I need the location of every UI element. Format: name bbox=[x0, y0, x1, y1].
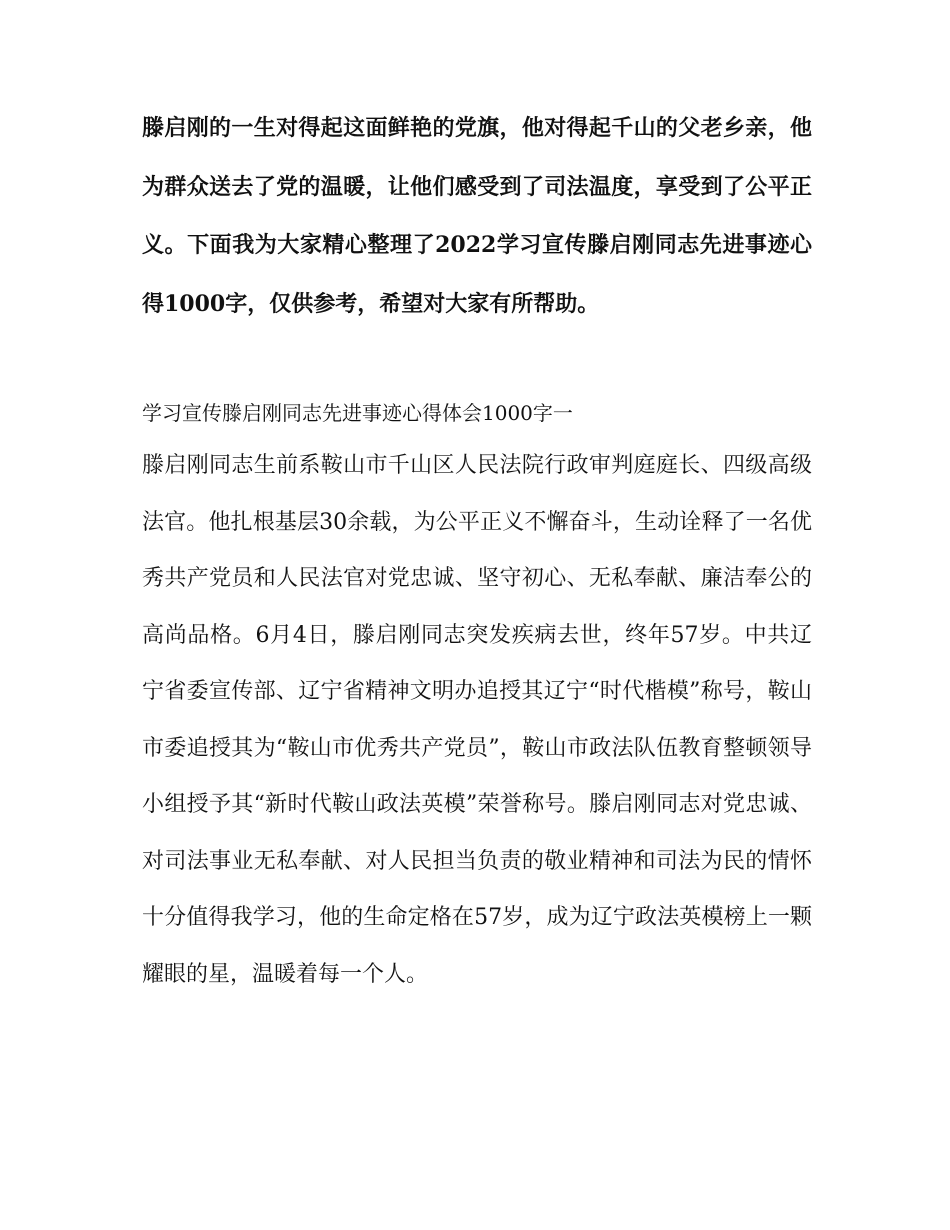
intro-paragraph: 滕启刚的一生对得起这面鲜艳的党旗，他对得起千山的父老乡亲，他为群众送去了党的温暖，让他们感受到了司法温度，享受到了公平正义。下面我为大家精心整理了2022学习宣传滕启刚同志先进事迹心得1000字，仅供参考，希望对大家有所帮助。 bbox=[142, 115, 812, 317]
section-heading: 学习宣传滕启刚同志先进事迹心得体会1000字一 bbox=[142, 401, 573, 425]
body-paragraph: 滕启刚同志生前系鞍山市千山区人民法院行政审判庭庭长、四级高级法官。他扎根基层30余载，为公平正义不懈奋斗，生动诠释了一名优秀共产党员和人民法官对党忠诚、坚守初心、无私奉献、廉洁奉公的高尚品格。6月4日，滕启刚同志突发疾病去世，终年57岁。中共辽宁省委宣传部、辽宁省精神文明办追授其辽宁“时代楷模”称号，鞍山市委追授其为“鞍山市优秀共产党员”，鞍山市政法队伍教育整顿领导小组授予其“新时代鞍山政法英模”荣誉称号。滕启刚同志对党忠诚、对司法事业无私奉献、对人民担当负责的敬业精神和司法为民的情怀十分值得我学习，他的生命定格在57岁，成为辽宁政法英模榜上一颗耀眼的星，温暖着每一个人。 bbox=[142, 453, 812, 987]
